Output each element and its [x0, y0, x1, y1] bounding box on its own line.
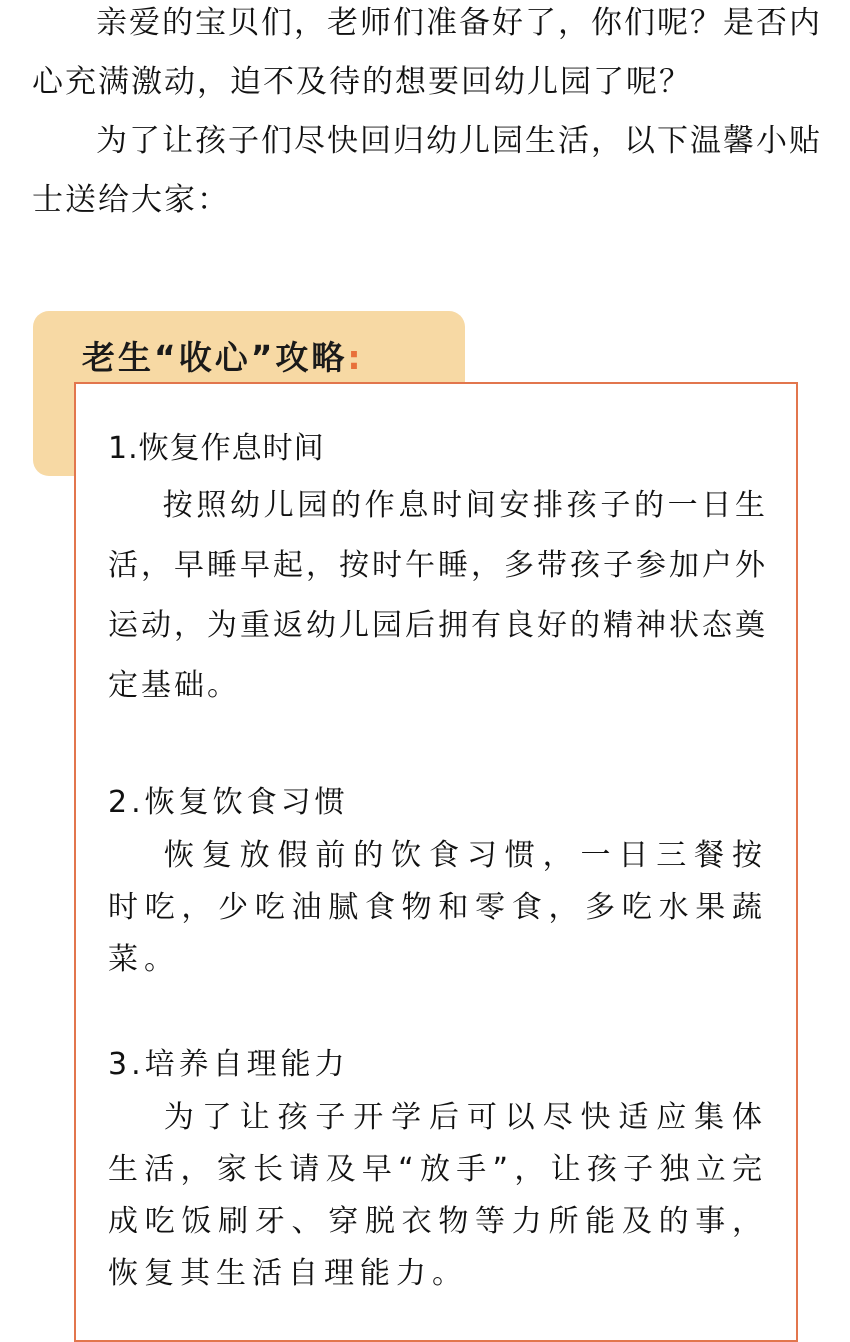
tips-card	[74, 382, 798, 1342]
tip-body	[108, 476, 768, 716]
intro-paragraph-1: 亲爱的宝贝们，老师们准备好了，你们呢？是否内心充满激动，迫不及待的想要回幼儿园了呢？	[32, 5, 822, 100]
tip-body	[108, 830, 768, 986]
tip-body-text: 为了让孩子开学后可以尽快适应集体生活，家长请及早“放手”，让孩子独立完成吃饭刷牙、穿脱衣物等力所能及的事，恢复其生活自理能力。	[108, 1100, 768, 1291]
section-title	[82, 334, 364, 382]
tip-body-text: 恢复放假前的饮食习惯，一日三餐按时吃，少吃油腻食物和零食，多吃水果蔬菜。	[108, 838, 768, 977]
tip-body-text: 按照幼儿园的作息时间安排孩子的一日生活，早睡早起，按时午睡，多带孩子参加户外运动，为重返幼儿园后拥有良好的精神状态奠定基础。	[108, 488, 768, 703]
intro-text	[32, 0, 822, 230]
section-title-colon: :	[347, 338, 364, 377]
tip-heading: 3.培养自理能力	[108, 1047, 349, 1082]
section-title-text: 老生“收心”攻略	[82, 338, 348, 377]
tip-heading: 1.恢复作息时间	[108, 431, 325, 466]
tip-heading: 2.恢复饮食习惯	[108, 785, 349, 820]
intro-paragraph-2: 为了让孩子们尽快回归幼儿园生活，以下温馨小贴士送给大家：	[32, 123, 822, 218]
tip-item	[108, 776, 768, 986]
tip-item	[108, 1038, 768, 1300]
tip-body	[108, 1092, 768, 1300]
tips-list	[108, 422, 768, 1300]
tip-item	[108, 422, 768, 716]
